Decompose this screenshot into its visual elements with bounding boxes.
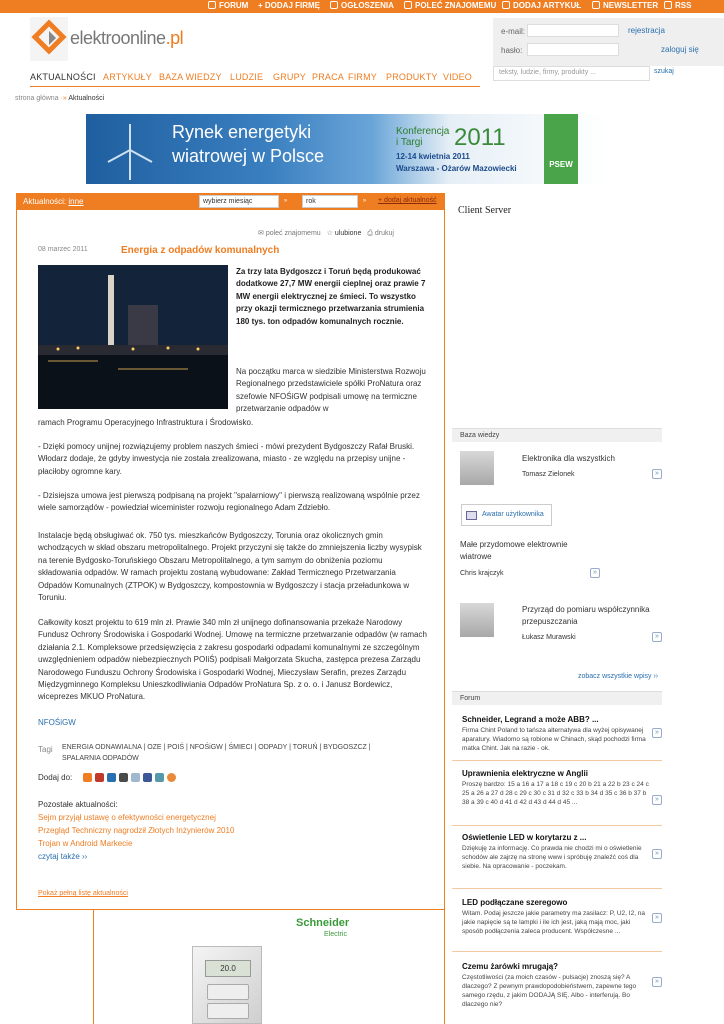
share-icon-3[interactable] (107, 773, 116, 782)
kb-item-title-2[interactable]: Małe przydomowe elektrownie wiatrowe (460, 540, 568, 561)
kb-item-title-3[interactable]: Przyrząd do pomiaru współczynnika przepuszczania (522, 605, 650, 626)
login-link[interactable]: zaloguj się (661, 45, 699, 54)
favorite-icon[interactable]: ☆ (326, 230, 335, 237)
tags-list[interactable]: ENERGIA ODNAWIALNA | OZE | POIŚ | NFOŚiGW | ŚMIECI | ODPADY | TORUŃ | BYDGOSZCZ | SPALARNIA ODPADÓW (62, 744, 371, 762)
register-link[interactable]: rejestracja (628, 26, 665, 35)
forum-title-4[interactable]: LED podłączane szeregowo (462, 898, 568, 907)
favorite-link[interactable]: ulubione (334, 230, 362, 237)
schneider-ad[interactable] (93, 910, 445, 1024)
forum-arrow-icon-1[interactable]: » (652, 728, 662, 738)
year-select-arrow-icon[interactable]: » (358, 195, 371, 208)
search-input[interactable]: teksty, ludzie, firmy, produkty ... (493, 66, 650, 81)
forum-title-2[interactable]: Uprawnienia elektryczne w Anglii (462, 769, 588, 778)
forum-arrow-icon-4[interactable]: » (652, 913, 662, 923)
see-all-link[interactable]: zobacz wszystkie wpisy ›› (578, 673, 659, 680)
forum-text-4: Witam. Podaj jeszcze jakie parametry ma zasilacz: P, U2, I2, na jakie napięcie są te lampki i ile ich jest, jaką mają moc, jaki sposób podłączenia zaleca producent. Współczesne ... (462, 910, 646, 936)
thermostat-button (207, 1003, 249, 1019)
avatar-image-icon (466, 511, 477, 520)
share-icon-7[interactable] (155, 773, 164, 782)
share-icon-1[interactable] (83, 773, 92, 782)
other-news-link-2[interactable]: Przegląd Techniczny nagrodził Złotych Inżynierów 2010 (38, 826, 235, 835)
top-link-ads[interactable]: OGŁOSZENIA (330, 1, 394, 10)
forum-text-3: Dziękuję za informację. Co prawda nie chodzi mi o oświetlenie schodów ale zajrzę na stronę www i spróbuję znaleźć coś dla siebie. Na opracowanie - poczekam. (462, 845, 642, 871)
forum-text-1: Firma Chint Poland to tańsza alternatywa dla wyżej opisywanej aparatury. Wiadomo są robione w Chinach, skąd pochodzi firma matka Chint. Jak na razie - ok. (462, 727, 646, 753)
article-paragraph-4: Instalacje będą obsługiwać ok. 750 tys. mieszkańców Bydgoszczy, Torunia oraz okolicznych gmin wchodzących w skład obszaru metropolitalnego. Projekt przyczyni się także do zmniejszenia liczby wysypisk na terenie Bydgosko-Toruńskiego Obszaru Metropolitalnego, a tym samym do obniżenia poziomu składowania odpadów. W ramach projektu zostaną wybudowane: Zakład Termicznego Przetwarzania Odpadów Komunalnych (ZTPOK) w Bydgoszczy, kompostownia w Bydgoszczy i stacja przeładunkowa w Toruniu. (38, 531, 422, 602)
banner-conf-2: i Targi (396, 137, 423, 148)
top-link-rss[interactable]: RSS (664, 1, 691, 10)
add-to-label: Dodaj do: (38, 773, 73, 782)
forum-separator (452, 760, 662, 761)
top-link-forum[interactable]: FORUM (208, 1, 248, 10)
banner-org-logo: PSEW (544, 114, 578, 184)
ad-brand-sub: Electric (324, 931, 347, 938)
forum-text-2: Proszę bardzo: 15 a 16 a 17 a 18 c 19 c 20 b 21 a 22 b 23 c 24 c 25 a 26 a 27 d 28 c 29 c 30 c 31 d 32 c 33 b 34 d 35 c 36 b 37 b 38 a 39 c 40 d 41 d 42 d 43 d 44 d 45 ... (462, 781, 649, 807)
other-news-link-1[interactable]: Sejm przyjął ustawę o efektywności energetycznej (38, 813, 216, 822)
kb-item-author-1[interactable]: Tomasz Zielonek (522, 471, 575, 478)
article-date: 08 marzec 2011 (38, 246, 88, 253)
breadcrumb-home[interactable]: strona główna (15, 95, 59, 102)
top-link-add-company[interactable]: + DODAJ FIRMĘ (258, 1, 321, 10)
other-news-label: Pozostałe aktualności: (38, 800, 118, 809)
forum-title-5[interactable]: Czemu żarówki mrugają? (462, 962, 559, 971)
all-news-link[interactable]: Pokaż pełną listę aktualności (38, 890, 128, 897)
tags-label: Tagi (38, 745, 53, 754)
forum-arrow-icon-5[interactable]: » (652, 977, 662, 987)
logo-icon[interactable] (30, 17, 68, 61)
share-icon-5[interactable] (131, 773, 140, 782)
nav-people[interactable]: LUDZIE (230, 72, 264, 82)
kb-avatar-1[interactable] (460, 451, 494, 485)
recommend-link[interactable]: poleć znajomemu (265, 230, 321, 237)
forum-title-3[interactable]: Oświetlenie LED w korytarzu z ... (462, 833, 587, 842)
recommend-icon[interactable]: ✉ (258, 230, 266, 237)
share-icon-8[interactable] (167, 773, 176, 782)
forum-separator (452, 888, 662, 889)
nav-products[interactable]: PRODUKTY (386, 72, 438, 82)
article-source-link[interactable]: NFOŚiGW (38, 718, 76, 727)
nav-underline (30, 86, 480, 87)
article-paragraph-1-end: ramach Programu Operacyjnego Infrastruktura i Środowisko. (38, 418, 254, 427)
forum-title-1[interactable]: Schneider, Legrand a może ABB? ... (462, 715, 599, 724)
kb-item-title-1[interactable]: Elektronika dla wszystkich (522, 454, 615, 463)
banner-year: 2011 (454, 124, 506, 151)
add-news-link[interactable]: + dodaj aktualność (378, 197, 437, 204)
forum-header: Forum (452, 691, 662, 705)
news-other-link[interactable]: inne (68, 197, 84, 206)
thermostat-image (192, 946, 262, 1024)
password-field[interactable] (527, 43, 619, 56)
article-paragraph-5: Całkowity koszt projektu to 619 mln zł. Prawie 340 mln zł unijnego dofinansowania przekaże Narodowy Fundusz Ochrony Środowiska i Gospodarki Wodnej. Umowę na termiczne przetwarzanie odpadów (w ramach działania 2.1. Kompleksowe przedsięwzięcia z zakresu gospodarki odpadami komunalnymi ze szczególnym uwzględnieniem odpadów niebezpiecznych POIiŚ) podpisali Małgorzata Skucha, zastępca prezesa Zarządu Narodowego Funduszu Ochrony Środowiska i Gospodarki Wodnej, Mieczysław Serafin, prezes Zarządu Międzygminnego Kompleksu Unieszkodliwiania Odpadów ProNatura Sp. z o. o. i Janusz Bordewicz, wiceprezes MKUO ProNatura. (38, 618, 427, 702)
article-title: Energia z odpadów komunalnych (121, 245, 280, 256)
month-select-arrow-icon[interactable]: » (279, 195, 292, 208)
nav-jobs[interactable]: PRACA (312, 72, 345, 82)
banner-place: Warszawa - Ożarów Mazowiecki (396, 164, 517, 173)
breadcrumb (15, 95, 104, 102)
nav-news[interactable]: AKTUALNOŚCI (30, 72, 96, 82)
nav-knowledge[interactable]: BAZA WIEDZY (159, 72, 222, 82)
month-select[interactable]: wybierz miesiąc (199, 195, 279, 208)
ad-brand[interactable]: Schneider (296, 917, 350, 929)
article-paragraph-2: - Dzięki pomocy unijnej rozwiązujemy problem naszych śmieci - mówi prezydent Bydgoszczy Rafał Bruski. Włodarz dodaje, że gdyby inwestycja nie została zrealizowana, miasto - ze względu na przepisy unijne - płaciłoby ogromne kary. (38, 442, 415, 476)
thermostat-screen: 20.0 (205, 960, 251, 977)
kb-arrow-icon-3[interactable]: » (652, 632, 662, 642)
article-paragraph-3: - Dzisiejsza umowa jest pierwszą podpisaną na projekt "spalarniowy" i pierwszą realizowaną wspólnie przez wiele samorządów - powiedział wiceminister rozwoju regionalnego Adam Zdziebło. (38, 491, 420, 513)
banner-title-2: wiatrowej w Polsce (172, 146, 325, 166)
top-link-recommend[interactable]: POLEĆ ZNAJOMEMU (404, 1, 496, 10)
client-server-text: Client Server (458, 205, 512, 216)
nav-companies[interactable]: FIRMY (348, 72, 377, 82)
read-more-link[interactable]: czytaj także ›› (38, 852, 88, 861)
banner-conf-1: Konferencja (396, 126, 450, 137)
kb-item-author-2[interactable]: Chris krajczyk (460, 570, 504, 577)
nav-articles[interactable]: ARTYKUŁY (103, 72, 152, 82)
other-news-link-3[interactable]: Trojan w Android Markecie (38, 839, 133, 848)
forum-arrow-icon-3[interactable]: » (652, 849, 662, 859)
kb-arrow-icon-1[interactable]: » (652, 469, 662, 479)
article-actions (258, 229, 394, 238)
wind-turbine-icon (100, 120, 160, 180)
article-paragraph-1: Na początku marca w siedzibie Ministerstwa Rozwoju Regionalnego przedstawiciele spółki ProNatura oraz szefowie NFOŚiGW podpisali umowę na termiczne przetwarzanie odpadów w (236, 367, 426, 414)
year-select[interactable]: rok (302, 195, 358, 208)
print-icon[interactable]: ⎙ (367, 230, 375, 237)
kb-item-author-3[interactable]: Łukasz Murawski (522, 634, 576, 641)
search-button[interactable]: szukaj (654, 68, 674, 75)
top-bar (0, 0, 724, 13)
login-box (493, 18, 724, 66)
nav-video[interactable]: VIDEO (443, 72, 473, 82)
share-icon-2[interactable] (95, 773, 104, 782)
breadcrumb-arrow-icon: ·» (60, 95, 69, 102)
banner-title-1: Rynek energetyki (172, 122, 312, 142)
avatar-placeholder[interactable]: Awatar użytkownika (461, 504, 552, 526)
nav-groups[interactable]: GRUPY (273, 72, 307, 82)
share-icon-4[interactable] (119, 773, 128, 782)
password-label: hasło: (501, 46, 523, 55)
article-lead: Za trzy lata Bydgoszcz i Toruń będą produkować dodatkowe 27,7 MW energii cieplnej oraz prawie 7 MW energii elektrycznej ze śmieci. To wszystko przy okazji termicznego przetwarzania strumienia 180 tys. ton odpadów komunalnych rocznie. (236, 267, 426, 326)
share-icon-6[interactable] (143, 773, 152, 782)
top-link-newsletter[interactable]: NEWSLETTER (592, 1, 658, 10)
kb-avatar-3[interactable] (460, 603, 494, 637)
print-link[interactable]: drukuj (374, 230, 394, 237)
email-label: e-mail: (501, 27, 526, 36)
knowledge-header: Baza wiedzy (452, 428, 662, 442)
thermostat-button (207, 984, 249, 1000)
top-link-add-article[interactable]: DODAJ ARTYKUŁ (502, 1, 581, 10)
forum-separator (452, 825, 662, 826)
forum-arrow-icon-2[interactable]: » (652, 795, 662, 805)
logo-text[interactable]: elektroonline.pl (70, 28, 184, 48)
article-photo (38, 265, 228, 409)
event-banner[interactable] (86, 114, 606, 184)
kb-arrow-icon-2[interactable]: » (590, 568, 600, 578)
breadcrumb-current: Aktualności (68, 95, 105, 102)
banner-dates: 12-14 kwietnia 2011 (396, 152, 470, 161)
forum-separator (452, 951, 662, 952)
email-field[interactable] (527, 24, 619, 37)
forum-text-5: Częstotliwości (za moich czasów - pulsacje) znoszą się? A dlaczego? Z pewnym prawdopodobieństwem, zapewne tego samego rzędu, z jakim DODAJĄ SIĘ. Albo - interferują. Bo dlaczego nie? (462, 974, 637, 1009)
news-label: Aktualności: inne (23, 197, 84, 206)
